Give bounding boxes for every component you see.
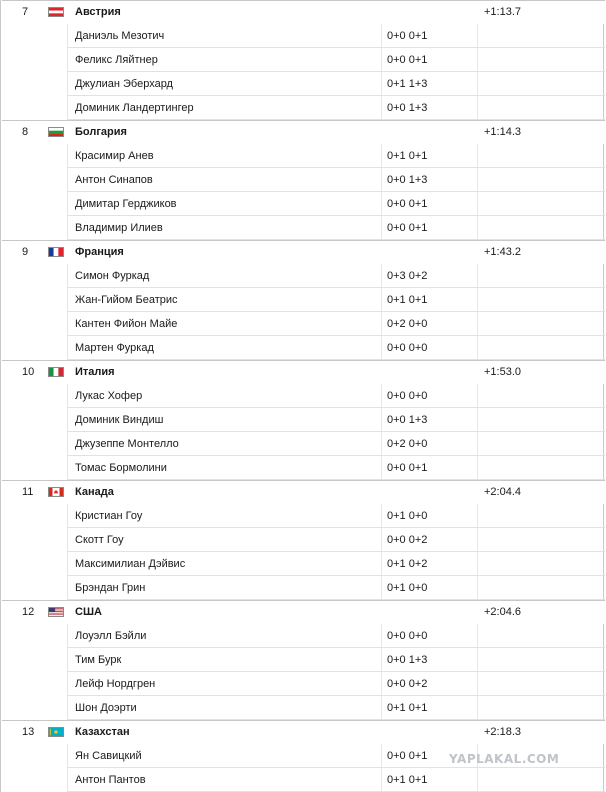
- team-time: +1:13.7: [484, 6, 522, 18]
- athlete-shooting: 0+0 0+2: [387, 678, 428, 690]
- canada-flag-icon: [48, 487, 64, 497]
- athlete-name: Лукас Хофер: [75, 390, 143, 402]
- athlete-name: Красимир Анев: [75, 150, 154, 162]
- team-rank: 7: [22, 6, 29, 18]
- athlete-row: [1, 456, 605, 480]
- team-time: +2:04.4: [484, 486, 522, 498]
- team-row: [1, 240, 605, 264]
- results-table: [1, 0, 605, 792]
- team-row: [1, 0, 605, 24]
- athlete-name: Ян Савицкий: [75, 750, 142, 762]
- athlete-row: [1, 384, 605, 408]
- athlete-shooting: 0+1 0+1: [387, 150, 428, 162]
- team-country: Франция: [75, 246, 124, 258]
- athlete-name: Кристиан Гоу: [75, 510, 143, 522]
- athlete-row: [1, 288, 605, 312]
- athlete-name: Жан-Гийом Беатрис: [75, 294, 178, 306]
- athlete-shooting: 0+1 1+3: [387, 78, 428, 90]
- athlete-row: [1, 648, 605, 672]
- athlete-shooting: 0+0 0+1: [387, 198, 428, 210]
- athlete-shooting: 0+1 0+1: [387, 774, 428, 786]
- athlete-row: [1, 576, 605, 600]
- athlete-row: [1, 144, 605, 168]
- team-rank: 13: [22, 726, 35, 738]
- team-time: +1:43.2: [484, 246, 522, 258]
- athlete-shooting: 0+0 1+3: [387, 174, 428, 186]
- athlete-name: Доминик Ландертингер: [75, 102, 194, 114]
- usa-flag-icon: [48, 607, 64, 617]
- athlete-name: Лоуэлл Бэйли: [75, 630, 147, 642]
- athlete-name: Владимир Илиев: [75, 222, 163, 234]
- team-time: +1:14.3: [484, 126, 522, 138]
- athlete-name: Симон Фуркад: [75, 270, 150, 282]
- athlete-row: [1, 672, 605, 696]
- athlete-shooting: 0+0 0+1: [387, 222, 428, 234]
- team-time: +2:04.6: [484, 606, 522, 618]
- athlete-row: [1, 624, 605, 648]
- team-row: [1, 720, 605, 744]
- athlete-name: Кантен Фийон Майе: [75, 318, 178, 330]
- athlete-shooting: 0+0 0+0: [387, 630, 428, 642]
- team-row: [1, 120, 605, 144]
- athlete-row: [1, 192, 605, 216]
- watermark: YAPLAKAL.COM: [449, 752, 560, 766]
- athlete-row: [1, 528, 605, 552]
- athlete-shooting: 0+1 0+0: [387, 510, 428, 522]
- athlete-shooting: 0+0 0+1: [387, 30, 428, 42]
- athlete-row: [1, 696, 605, 720]
- athlete-row: [1, 312, 605, 336]
- athlete-row: [1, 768, 605, 792]
- athlete-row: [1, 96, 605, 120]
- team-rank: 8: [22, 126, 29, 138]
- athlete-name: Лейф Нордгрен: [75, 678, 156, 690]
- athlete-row: [1, 408, 605, 432]
- athlete-shooting: 0+0 0+1: [387, 462, 428, 474]
- athlete-shooting: 0+1 0+0: [387, 582, 428, 594]
- athlete-name: Даниэль Мезотич: [75, 30, 165, 42]
- team-row: [1, 360, 605, 384]
- athlete-shooting: 0+0 1+3: [387, 414, 428, 426]
- athlete-name: Шон Доэрти: [75, 702, 137, 714]
- athlete-shooting: 0+1 0+1: [387, 702, 428, 714]
- athlete-name: Брэндан Грин: [75, 582, 146, 594]
- team-time: +2:18.3: [484, 726, 522, 738]
- italy-flag-icon: [48, 367, 64, 377]
- austria-flag-icon: [48, 7, 64, 17]
- athlete-row: [1, 552, 605, 576]
- athlete-row: [1, 432, 605, 456]
- athlete-name: Тим Бурк: [75, 654, 122, 666]
- team-time: +1:53.0: [484, 366, 522, 378]
- athlete-shooting: 0+2 0+0: [387, 318, 428, 330]
- team-country: Италия: [75, 366, 115, 378]
- athlete-name: Антон Синапов: [75, 174, 153, 186]
- team-row: [1, 600, 605, 624]
- athlete-row: [1, 504, 605, 528]
- team-row: [1, 480, 605, 504]
- athlete-name: Мартен Фуркад: [75, 342, 154, 354]
- athlete-shooting: 0+0 1+3: [387, 654, 428, 666]
- athlete-row: [1, 264, 605, 288]
- athlete-shooting: 0+0 0+2: [387, 534, 428, 546]
- athlete-name: Джузеппе Монтелло: [75, 438, 179, 450]
- athlete-shooting: 0+0 0+0: [387, 390, 428, 402]
- athlete-name: Максимилиан Дэйвис: [75, 558, 186, 570]
- athlete-name: Джулиан Эберхард: [75, 78, 173, 90]
- athlete-name: Доминик Виндиш: [75, 414, 164, 426]
- athlete-shooting: 0+0 0+1: [387, 750, 428, 762]
- athlete-shooting: 0+0 0+0: [387, 342, 428, 354]
- athlete-name: Димитар Герджиков: [75, 198, 177, 210]
- team-country: Канада: [75, 486, 114, 498]
- team-rank: 10: [22, 366, 35, 378]
- team-rank: 9: [22, 246, 29, 258]
- team-country: Австрия: [75, 6, 121, 18]
- athlete-name: Феликс Ляйтнер: [75, 54, 158, 66]
- athlete-shooting: 0+0 0+1: [387, 54, 428, 66]
- team-rank: 11: [22, 486, 34, 498]
- athlete-shooting: 0+0 1+3: [387, 102, 428, 114]
- team-rank: 12: [22, 606, 35, 618]
- athlete-row: [1, 336, 605, 360]
- kazakhstan-flag-icon: [48, 727, 64, 737]
- athlete-row: [1, 168, 605, 192]
- athlete-name: Антон Пантов: [75, 774, 146, 786]
- france-flag-icon: [48, 247, 64, 257]
- athlete-shooting: 0+1 0+2: [387, 558, 428, 570]
- team-country: Казахстан: [75, 726, 130, 738]
- athlete-shooting: 0+2 0+0: [387, 438, 428, 450]
- team-country: США: [75, 606, 102, 618]
- athlete-row: [1, 216, 605, 240]
- athlete-row: [1, 48, 605, 72]
- athlete-shooting: 0+1 0+1: [387, 294, 428, 306]
- athlete-name: Томас Бормолини: [75, 462, 167, 474]
- athlete-shooting: 0+3 0+2: [387, 270, 428, 282]
- team-country: Болгария: [75, 126, 127, 138]
- athlete-row: [1, 24, 605, 48]
- bulgaria-flag-icon: [48, 127, 64, 137]
- athlete-name: Скотт Гоу: [75, 534, 124, 546]
- athlete-row: [1, 72, 605, 96]
